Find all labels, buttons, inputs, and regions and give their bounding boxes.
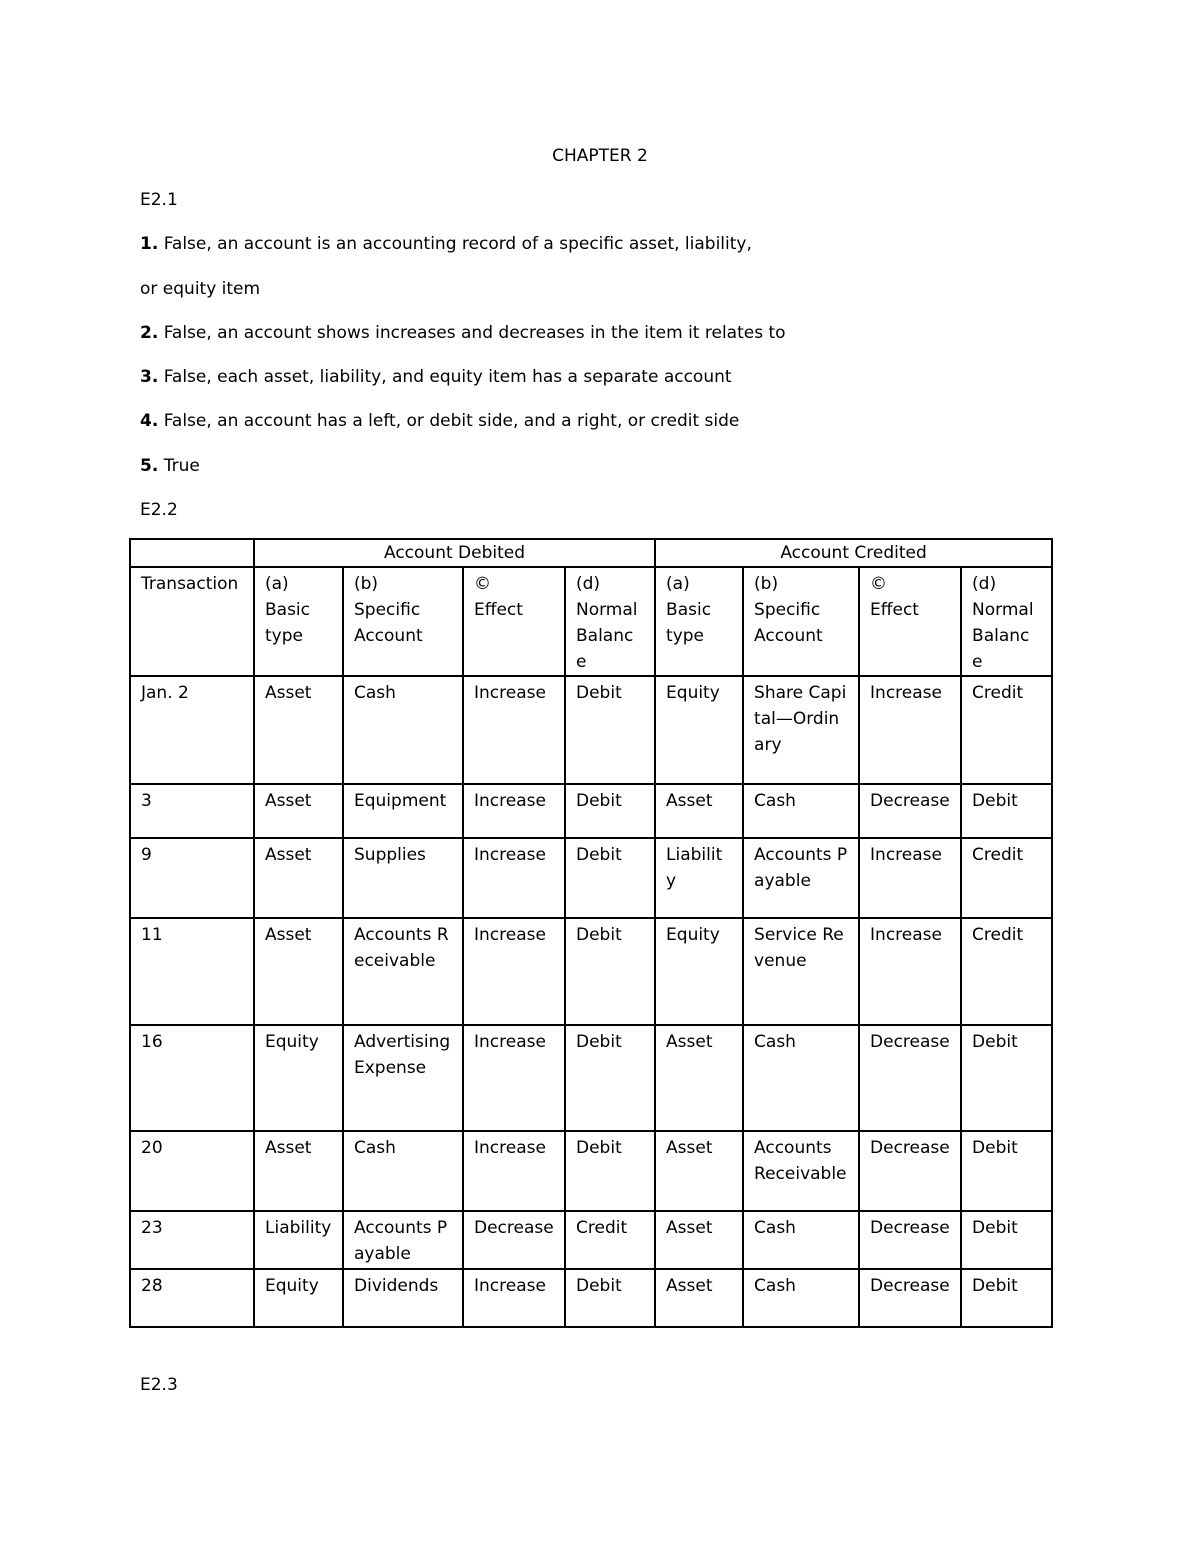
section-heading-e2-3: E2.3 — [140, 1375, 178, 1395]
column-header-line: Normal — [576, 600, 638, 620]
table-cell: Increase — [463, 784, 565, 838]
table-cell: Asset — [254, 676, 343, 784]
table-row — [130, 1211, 1052, 1269]
answer-line — [140, 234, 752, 254]
table-cell: Decrease — [859, 1025, 961, 1131]
page-title: CHAPTER 2 — [552, 146, 648, 166]
column-header-line: e — [576, 652, 587, 672]
table-cell: Decrease — [859, 1131, 961, 1211]
table-cell: Credit — [565, 1211, 655, 1269]
column-header-line: (b) — [754, 574, 779, 594]
column-header-line: (a) — [666, 574, 690, 594]
table-cell: Debit — [565, 1269, 655, 1327]
table-row — [130, 784, 1052, 838]
table-cell: Service Revenue — [743, 918, 859, 1025]
table-cell: Cash — [743, 1211, 859, 1269]
table-cell: Asset — [655, 1211, 743, 1269]
answer-number: 2. — [140, 323, 159, 343]
column-header-line: Balanc — [576, 626, 634, 646]
transaction-cell: 11 — [130, 918, 254, 1025]
table-cell: Debit — [961, 1131, 1052, 1211]
column-header-line: Normal — [972, 600, 1034, 620]
answer-text: or equity item — [140, 279, 261, 299]
column-header — [743, 567, 859, 676]
group-header-row — [130, 539, 1052, 567]
group-header-credited: Account Credited — [655, 539, 1052, 567]
table-cell: Asset — [655, 784, 743, 838]
answer-number: 5. — [140, 456, 159, 476]
column-header-line: e — [972, 652, 983, 672]
column-header-line: Transaction — [141, 574, 239, 594]
column-header-line: (b) — [354, 574, 379, 594]
table-row — [130, 838, 1052, 918]
table-cell: Cash — [343, 676, 463, 784]
table-cell: Accounts Receivable — [343, 918, 463, 1025]
table-cell: Increase — [859, 918, 961, 1025]
column-header-line: type — [666, 626, 705, 646]
column-header-line: Basic — [265, 600, 311, 620]
table-cell: Equity — [254, 1269, 343, 1327]
column-header-line: type — [265, 626, 303, 646]
table-cell: Asset — [655, 1269, 743, 1327]
table-cell: Increase — [463, 918, 565, 1025]
answer-text: False, an account has a left, or debit side, and a right, or credit side — [158, 411, 740, 431]
answer-number: 4. — [140, 411, 159, 431]
column-header-line: © — [474, 574, 491, 594]
answer-text: False, an account shows increases and decreases in the item it relates to — [158, 323, 786, 343]
column-header-line: © — [870, 574, 888, 594]
table-cell: Debit — [565, 1025, 655, 1131]
answer-line — [140, 411, 739, 431]
table-cell: Equity — [655, 918, 743, 1025]
table-body — [130, 676, 1052, 1327]
column-header — [859, 567, 961, 676]
transaction-cell: 3 — [130, 784, 254, 838]
table-cell: Equipment — [343, 784, 463, 838]
group-header-blank — [130, 539, 254, 567]
table-cell: Accounts Receivable — [743, 1131, 859, 1211]
table-row — [130, 918, 1052, 1025]
table-cell: Decrease — [463, 1211, 565, 1269]
answer-line — [140, 367, 732, 387]
column-header-line: (d) — [576, 574, 601, 594]
answer-text: False, each asset, liability, and equity item has a separate account — [158, 367, 732, 387]
table-cell: Liability — [254, 1211, 343, 1269]
column-header — [130, 567, 254, 676]
table-cell: Equity — [655, 676, 743, 784]
table-row — [130, 676, 1052, 784]
transaction-cell: 16 — [130, 1025, 254, 1131]
table-cell: Increase — [859, 676, 961, 784]
table-cell: Share Capital—Ordinary — [743, 676, 859, 784]
column-header-line: Account — [754, 626, 823, 646]
answer-text: False, an account is an accounting record of a specific asset, liability, — [158, 234, 752, 254]
table-cell: Credit — [961, 838, 1052, 918]
table-row — [130, 1025, 1052, 1131]
table-cell: Cash — [343, 1131, 463, 1211]
column-header-line: Balanc — [972, 626, 1030, 646]
column-header-line: Basic — [666, 600, 712, 620]
table-cell: Asset — [254, 838, 343, 918]
table-cell: Cash — [743, 1025, 859, 1131]
table-cell: Asset — [254, 1131, 343, 1211]
table-cell: Supplies — [343, 838, 463, 918]
answer-text: True — [158, 456, 200, 476]
column-header — [254, 567, 343, 676]
table-cell: Debit — [565, 1131, 655, 1211]
table-cell: Advertising Expense — [343, 1025, 463, 1131]
table-cell: Accounts Payable — [743, 838, 859, 918]
answer-line — [140, 456, 200, 476]
table-cell: Decrease — [859, 1211, 961, 1269]
table-cell: Credit — [961, 676, 1052, 784]
table-cell: Asset — [254, 784, 343, 838]
table-cell: Debit — [961, 1025, 1052, 1131]
column-header-row — [130, 567, 1052, 676]
section-heading-e2-2: E2.2 — [140, 500, 178, 520]
transaction-cell: Jan. 2 — [130, 676, 254, 784]
answer-number: 3. — [140, 367, 159, 387]
group-header-debited: Account Debited — [254, 539, 655, 567]
table-row — [130, 1269, 1052, 1327]
column-header — [961, 567, 1052, 676]
table-cell: Cash — [743, 1269, 859, 1327]
table-cell: Decrease — [859, 784, 961, 838]
table-cell: Asset — [655, 1025, 743, 1131]
table-cell: Increase — [463, 1025, 565, 1131]
table-cell: Decrease — [859, 1269, 961, 1327]
table-cell: Asset — [655, 1131, 743, 1211]
transaction-cell: 9 — [130, 838, 254, 918]
column-header-line: (a) — [265, 574, 289, 594]
column-header-line: Specific — [354, 600, 421, 620]
column-header-line: Effect — [474, 600, 523, 620]
transaction-cell: 20 — [130, 1131, 254, 1211]
table-cell: Liability — [655, 838, 743, 918]
table-cell: Debit — [961, 784, 1052, 838]
table-cell: Cash — [743, 784, 859, 838]
column-header-line: Effect — [870, 600, 919, 620]
table-cell: Dividends — [343, 1269, 463, 1327]
table-cell: Increase — [463, 838, 565, 918]
table-cell: Increase — [463, 1131, 565, 1211]
journal-analysis-table — [129, 538, 1053, 1328]
transaction-cell: 23 — [130, 1211, 254, 1269]
column-header-line: (d) — [972, 574, 997, 594]
table-cell: Equity — [254, 1025, 343, 1131]
table-cell: Credit — [961, 918, 1052, 1025]
transaction-cell: 28 — [130, 1269, 254, 1327]
column-header — [463, 567, 565, 676]
table-cell: Debit — [961, 1269, 1052, 1327]
table-cell: Accounts Payable — [343, 1211, 463, 1269]
table-cell: Debit — [565, 784, 655, 838]
column-header — [343, 567, 463, 676]
table-row — [130, 1131, 1052, 1211]
table-cell: Increase — [463, 1269, 565, 1327]
section-heading-e2-1: E2.1 — [140, 190, 178, 210]
column-header — [565, 567, 655, 676]
column-header-line: Account — [354, 626, 423, 646]
answer-line — [140, 279, 260, 299]
table-cell: Debit — [565, 918, 655, 1025]
table-cell: Debit — [961, 1211, 1052, 1269]
table-cell: Debit — [565, 838, 655, 918]
column-header — [655, 567, 743, 676]
table-cell: Asset — [254, 918, 343, 1025]
answer-number: 1. — [140, 234, 159, 254]
table-cell: Increase — [859, 838, 961, 918]
table-cell: Increase — [463, 676, 565, 784]
table-cell: Debit — [565, 676, 655, 784]
column-header-line: Specific — [754, 600, 821, 620]
answer-line — [140, 323, 786, 343]
